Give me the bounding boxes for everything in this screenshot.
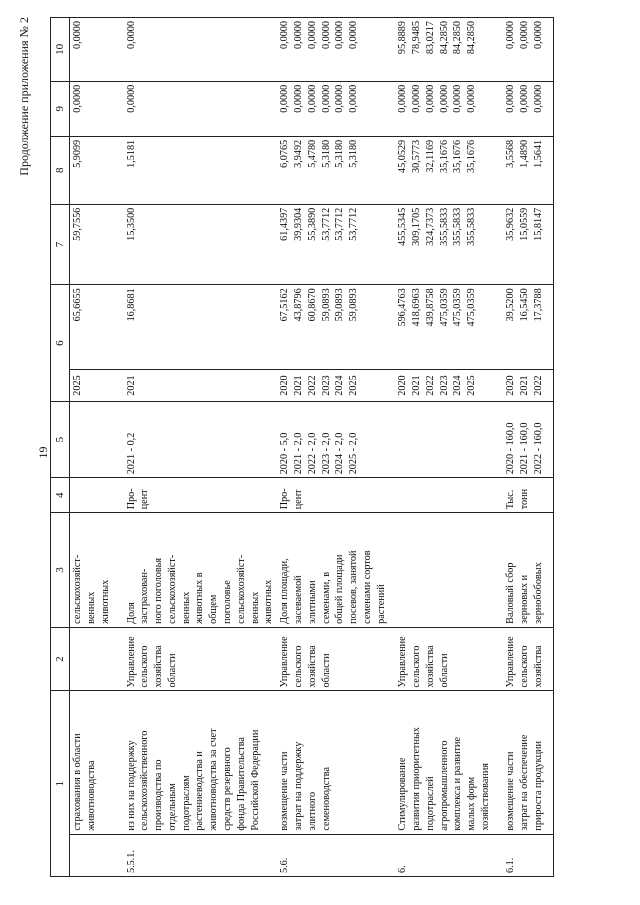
executor-line: сельского — [293, 645, 305, 688]
funding-local-line: 0,0000 — [466, 84, 478, 113]
measure-name-line: подотраслей — [424, 776, 436, 831]
funding-year-line: 2024 — [334, 375, 346, 396]
item-number-cell — [70, 834, 124, 876]
unit-line: Про- — [279, 488, 291, 510]
executor-line: области — [438, 653, 450, 688]
funding-other-cell — [277, 18, 395, 82]
page-number: 19 — [36, 446, 50, 459]
funding-total-line: 39,5200 — [505, 288, 517, 322]
funding-total-line: 43,8796 — [293, 288, 305, 322]
measure-name-cell — [70, 691, 124, 834]
indicator-target-line: 2023 - 2,0 — [320, 432, 332, 475]
program-table — [50, 17, 554, 877]
table-row — [277, 18, 395, 877]
funding-regional-line: 3,5568 — [505, 139, 517, 168]
col-header-10: 10 — [51, 18, 70, 82]
funding-local-line: 0,0000 — [348, 84, 360, 113]
funding-regional-line: 45,0529 — [397, 139, 409, 173]
funding-other-line: 0,0000 — [505, 21, 517, 50]
funding-total-line: 16,5450 — [519, 288, 531, 322]
executor-cell — [277, 627, 395, 691]
funding-regional-line: 3,9492 — [293, 139, 305, 168]
funding-other-line: 95,8889 — [397, 21, 409, 55]
measure-name-line: подотраслям — [180, 775, 192, 831]
funding-local-cell — [503, 81, 553, 136]
funding-regional-line: 5,4780 — [306, 139, 318, 168]
measure-name-line: страхования в области — [72, 733, 83, 831]
funding-regional-cell — [395, 136, 503, 204]
funding-regional-line: 1,4890 — [519, 139, 531, 168]
funding-regional-line: 30,5773 — [411, 139, 423, 173]
indicator-name-line: сельскохозяйст- — [72, 554, 83, 624]
funding-year-cell — [277, 370, 395, 402]
indicator-target-line: 2022 - 160,0 — [532, 422, 544, 475]
measure-name-line: фонда Правительства — [235, 737, 247, 831]
measure-name-line: животноводства за счет — [208, 728, 220, 831]
funding-federal-cell — [70, 204, 124, 285]
unit-line: Про- — [125, 488, 137, 510]
funding-regional-cell — [503, 136, 553, 204]
indicator-name-line: растений — [375, 584, 387, 624]
indicator-name-line: Валовый сбор — [505, 562, 517, 624]
indicator-name-line: сельскохозяйст- — [235, 554, 247, 624]
funding-local-line: 0,0000 — [505, 84, 517, 113]
funding-year-line: 2020 — [505, 375, 517, 396]
executor-line: хозяйства — [424, 645, 436, 688]
measure-name-line: комплекса и развитие — [452, 737, 464, 831]
funding-other-line: 83,0217 — [424, 21, 436, 55]
indicator-name-line: зернобобовых — [532, 562, 544, 624]
funding-federal-cell — [395, 204, 503, 285]
table-row — [503, 18, 553, 877]
funding-year-line: 2021 — [411, 375, 423, 396]
funding-year-cell — [395, 370, 503, 402]
executor-line: сельского — [139, 645, 151, 688]
measure-name-line: сельскохозяйственного — [139, 730, 151, 831]
funding-local-line: 0,0000 — [72, 84, 83, 113]
indicator-target-line: 2021 - 2,0 — [293, 432, 305, 475]
unit-cell — [277, 478, 395, 513]
executor-cell — [124, 627, 278, 691]
indicator-name-line: общем — [208, 594, 220, 624]
funding-local-line: 0,0000 — [306, 84, 318, 113]
executor-line: Управление — [397, 636, 409, 688]
funding-local-line: 0,0000 — [125, 84, 137, 113]
table-row — [124, 18, 278, 877]
funding-regional-line: 1,5181 — [125, 139, 137, 168]
funding-year-line: 2025 — [72, 375, 83, 396]
funding-federal-line: 355,5833 — [438, 207, 450, 246]
indicator-target-line: 2025 - 2,0 — [348, 432, 360, 475]
measure-name-line: семеноводства — [320, 767, 332, 831]
unit-cell — [395, 478, 503, 513]
funding-year-line: 2020 — [397, 375, 409, 396]
indicator-name-line: поголовье — [222, 580, 234, 624]
funding-year-cell — [124, 370, 278, 402]
funding-regional-line: 32,1169 — [424, 139, 436, 173]
funding-regional-line: 5,3180 — [320, 139, 332, 168]
funding-regional-line: 5,3180 — [334, 139, 346, 168]
measure-name-line: затрат на поддержку — [293, 741, 305, 831]
indicator-name-cell — [503, 513, 553, 628]
funding-year-cell — [70, 370, 124, 402]
indicator-name-cell — [70, 513, 124, 628]
indicator-name-line: засеваемой — [293, 575, 305, 624]
executor-line: области — [166, 653, 178, 688]
funding-local-line: 0,0000 — [452, 84, 464, 113]
col-header-7: 7 — [51, 204, 70, 285]
funding-regional-line: 35,1676 — [466, 139, 478, 173]
indicator-target-line: 2020 - 160,0 — [505, 422, 517, 475]
col-header-8: 8 — [51, 136, 70, 204]
funding-other-line: 0,0000 — [334, 21, 346, 50]
funding-total-line: 59,0893 — [334, 288, 346, 322]
measure-name-line: возмещение части — [279, 751, 291, 831]
executor-cell — [395, 627, 503, 691]
funding-federal-line: 355,5833 — [466, 207, 478, 246]
measure-name-line: растениеводства и — [194, 751, 206, 831]
indicator-name-line: животных в — [194, 572, 206, 624]
funding-year-line: 2021 — [519, 375, 531, 396]
funding-total-line: 65,6655 — [72, 288, 83, 322]
funding-local-line: 0,0000 — [320, 84, 332, 113]
column-number-row — [51, 18, 70, 877]
funding-other-line: 84,2850 — [466, 21, 478, 55]
funding-year-line: 2025 — [348, 375, 360, 396]
funding-federal-line: 455,5345 — [397, 207, 409, 246]
funding-regional-line: 5,3180 — [348, 139, 360, 168]
table-row — [395, 18, 503, 877]
funding-federal-line: 15,8147 — [532, 207, 544, 241]
measure-name-line: затрат на обеспечение — [519, 734, 531, 831]
measure-name-line: малых форм — [466, 776, 478, 831]
indicator-target-cell — [277, 401, 395, 477]
indicator-name-line: животных — [99, 579, 111, 624]
funding-year-line: 2022 — [306, 375, 318, 396]
indicator-target-line: 2021 - 0,2 — [125, 432, 137, 475]
col-header-4: 4 — [51, 478, 70, 513]
indicator-name-line: зерновых и — [519, 574, 531, 624]
executor-line: сельского — [519, 645, 531, 688]
unit-cell — [503, 478, 553, 513]
funding-local-line: 0,0000 — [411, 84, 423, 113]
funding-total-cell — [124, 285, 278, 370]
funding-year-line: 2024 — [452, 375, 464, 396]
indicator-name-line: элитными — [306, 580, 318, 624]
col-header-1: 1 — [51, 691, 70, 877]
item-number-cell: 6.1. — [503, 834, 553, 876]
item-number-cell: 5.5.1. — [124, 834, 278, 876]
funding-year-cell — [503, 370, 553, 402]
measure-name-line: средств резервного — [222, 747, 234, 831]
funding-total-line: 59,0893 — [320, 288, 332, 322]
funding-other-cell — [70, 18, 124, 82]
executor-cell — [503, 627, 553, 691]
indicator-target-line: 2021 - 160,0 — [519, 422, 531, 475]
executor-cell — [70, 627, 124, 691]
appendix-continuation-label: Продолжение приложения № 2 — [17, 17, 31, 176]
funding-total-line: 596,4763 — [397, 288, 409, 327]
funding-local-line: 0,0000 — [334, 84, 346, 113]
indicator-name-line: Доля площади, — [279, 558, 291, 624]
funding-federal-line: 324,7373 — [424, 207, 436, 246]
funding-other-line: 0,0000 — [519, 21, 531, 50]
col-header-2: 2 — [51, 627, 70, 691]
funding-regional-line: 1,5641 — [532, 139, 544, 168]
funding-federal-cell — [124, 204, 278, 285]
unit-line: Тыс. — [505, 489, 517, 510]
funding-total-line: 60,8670 — [306, 288, 318, 322]
funding-local-line: 0,0000 — [279, 84, 291, 113]
funding-regional-cell — [277, 136, 395, 204]
funding-total-line: 59,0893 — [348, 288, 360, 322]
funding-federal-line: 61,4397 — [279, 207, 291, 241]
indicator-name-line: застрахован- — [139, 568, 151, 624]
measure-name-cell — [124, 691, 278, 834]
indicator-name-cell — [124, 513, 278, 628]
funding-year-line: 2022 — [532, 375, 544, 396]
funding-other-line: 78,9485 — [411, 21, 423, 55]
funding-other-line: 0,0000 — [72, 21, 83, 50]
funding-local-cell — [277, 81, 395, 136]
funding-federal-line: 53,7712 — [320, 207, 332, 241]
indicator-name-line: общей площади — [334, 554, 346, 624]
funding-regional-cell — [70, 136, 124, 204]
indicator-name-line: животных — [263, 579, 275, 624]
col-header-3: 3 — [51, 513, 70, 628]
measure-name-line: животноводства — [85, 760, 97, 831]
funding-other-line: 0,0000 — [532, 21, 544, 50]
indicator-name-line: венных — [85, 591, 97, 624]
funding-other-line: 84,2850 — [452, 21, 464, 55]
executor-line: хозяйства — [532, 645, 544, 688]
funding-other-cell — [503, 18, 553, 82]
funding-federal-line: 39,9304 — [293, 207, 305, 241]
funding-other-cell — [395, 18, 503, 82]
executor-line: области — [320, 653, 332, 688]
indicator-name-line: ного поголовья — [153, 557, 165, 624]
executor-line: Управление — [125, 636, 137, 688]
funding-total-cell — [503, 285, 553, 370]
funding-total-line: 67,5162 — [279, 288, 291, 322]
executor-line: Управление — [505, 636, 517, 688]
measure-name-line: развития приоритетных — [411, 727, 423, 831]
funding-local-line: 0,0000 — [438, 84, 450, 113]
funding-local-cell — [70, 81, 124, 136]
measure-name-line: отдельным — [166, 783, 178, 831]
executor-line: сельского — [411, 645, 423, 688]
measure-name-line: из них на поддержку — [125, 740, 137, 831]
funding-regional-line: 6,0765 — [279, 139, 291, 168]
funding-other-line: 0,0000 — [348, 21, 360, 50]
funding-local-line: 0,0000 — [532, 84, 544, 113]
unit-line: цент — [139, 489, 151, 510]
indicator-target-line: 2020 - 5,0 — [279, 432, 291, 475]
funding-year-line: 2020 — [279, 375, 291, 396]
funding-total-line: 439,8758 — [424, 288, 436, 327]
measure-name-line: Российской Федерации — [249, 729, 261, 831]
funding-total-line: 418,6963 — [411, 288, 423, 327]
funding-federal-line: 15,3500 — [125, 207, 137, 241]
indicator-name-line: семенами, в — [320, 571, 332, 624]
indicator-name-line: посевов, занятой — [348, 550, 360, 624]
funding-federal-line: 55,3890 — [306, 207, 318, 241]
funding-other-line: 0,0000 — [125, 21, 137, 50]
indicator-target-cell — [503, 401, 553, 477]
funding-federal-line: 59,7556 — [72, 207, 83, 241]
measure-name-cell — [503, 691, 553, 834]
indicator-name-line: венных — [180, 591, 192, 624]
funding-federal-line: 309,1705 — [411, 207, 423, 246]
funding-regional-line: 5,9099 — [72, 139, 83, 168]
indicator-target-line: 2022 - 2,0 — [306, 432, 318, 475]
unit-cell — [70, 478, 124, 513]
funding-total-line: 17,3788 — [532, 288, 544, 322]
executor-line: хозяйства — [153, 645, 165, 688]
measure-name-line: хозяйствования — [480, 763, 492, 831]
funding-total-line: 16,8681 — [125, 288, 137, 322]
table-row — [70, 18, 124, 877]
funding-local-cell — [395, 81, 503, 136]
funding-regional-cell — [124, 136, 278, 204]
funding-federal-line: 35,9632 — [505, 207, 517, 241]
measure-name-line: Стимулирование — [397, 757, 409, 831]
funding-year-line: 2023 — [438, 375, 450, 396]
measure-name-cell — [395, 691, 503, 834]
funding-regional-line: 35,1676 — [438, 139, 450, 173]
measure-name-line: элитного — [306, 791, 318, 831]
measure-name-line: возмещение части — [505, 751, 517, 831]
funding-other-line: 0,0000 — [279, 21, 291, 50]
measure-name-line: прироста продукции — [532, 741, 544, 831]
measure-name-cell — [277, 691, 395, 834]
indicator-name-line: венных — [249, 591, 261, 624]
funding-total-cell — [70, 285, 124, 370]
funding-federal-cell — [277, 204, 395, 285]
indicator-target-line: 2024 - 2,0 — [334, 432, 346, 475]
indicator-name-line: семенами сортов — [362, 550, 374, 624]
indicator-target-cell — [70, 401, 124, 477]
funding-year-line: 2025 — [466, 375, 478, 396]
funding-federal-line: 53,7712 — [348, 207, 360, 241]
measure-name-line: производства по — [153, 759, 165, 831]
measure-name-line: агропромышленного — [438, 740, 450, 831]
funding-year-line: 2021 — [125, 375, 137, 396]
funding-total-line: 475,0359 — [438, 288, 450, 327]
funding-total-line: 475,0359 — [452, 288, 464, 327]
unit-cell — [124, 478, 278, 513]
funding-other-line: 0,0000 — [320, 21, 332, 50]
funding-total-cell — [395, 285, 503, 370]
funding-total-cell — [277, 285, 395, 370]
funding-other-line: 0,0000 — [306, 21, 318, 50]
unit-line: тонн — [519, 488, 531, 510]
funding-total-line: 475,0359 — [466, 288, 478, 327]
funding-year-line: 2021 — [293, 375, 305, 396]
col-header-9: 9 — [51, 81, 70, 136]
indicator-target-cell — [124, 401, 278, 477]
indicator-name-line: сельскохозяйст- — [166, 554, 178, 624]
funding-local-line: 0,0000 — [293, 84, 305, 113]
indicator-name-cell — [277, 513, 395, 628]
funding-year-line: 2022 — [424, 375, 436, 396]
funding-federal-line: 53,7712 — [334, 207, 346, 241]
unit-line: цент — [293, 489, 305, 510]
funding-other-cell — [124, 18, 278, 82]
funding-local-line: 0,0000 — [424, 84, 436, 113]
funding-local-cell — [124, 81, 278, 136]
funding-regional-line: 35,1676 — [452, 139, 464, 173]
executor-line: Управление — [279, 636, 291, 688]
funding-year-line: 2023 — [320, 375, 332, 396]
indicator-target-cell — [395, 401, 503, 477]
indicator-name-line: Доля — [125, 602, 137, 624]
funding-local-line: 0,0000 — [397, 84, 409, 113]
funding-local-line: 0,0000 — [519, 84, 531, 113]
funding-federal-line: 355,5833 — [452, 207, 464, 246]
funding-federal-cell — [503, 204, 553, 285]
executor-line: хозяйства — [306, 645, 318, 688]
col-header-6: 6 — [51, 285, 70, 402]
col-header-5: 5 — [51, 401, 70, 477]
item-number-cell: 6. — [395, 834, 503, 876]
funding-other-line: 0,0000 — [293, 21, 305, 50]
indicator-name-cell — [395, 513, 503, 628]
funding-federal-line: 15,0559 — [519, 207, 531, 241]
funding-other-line: 84,2850 — [438, 21, 450, 55]
item-number-cell: 5.6. — [277, 834, 395, 876]
